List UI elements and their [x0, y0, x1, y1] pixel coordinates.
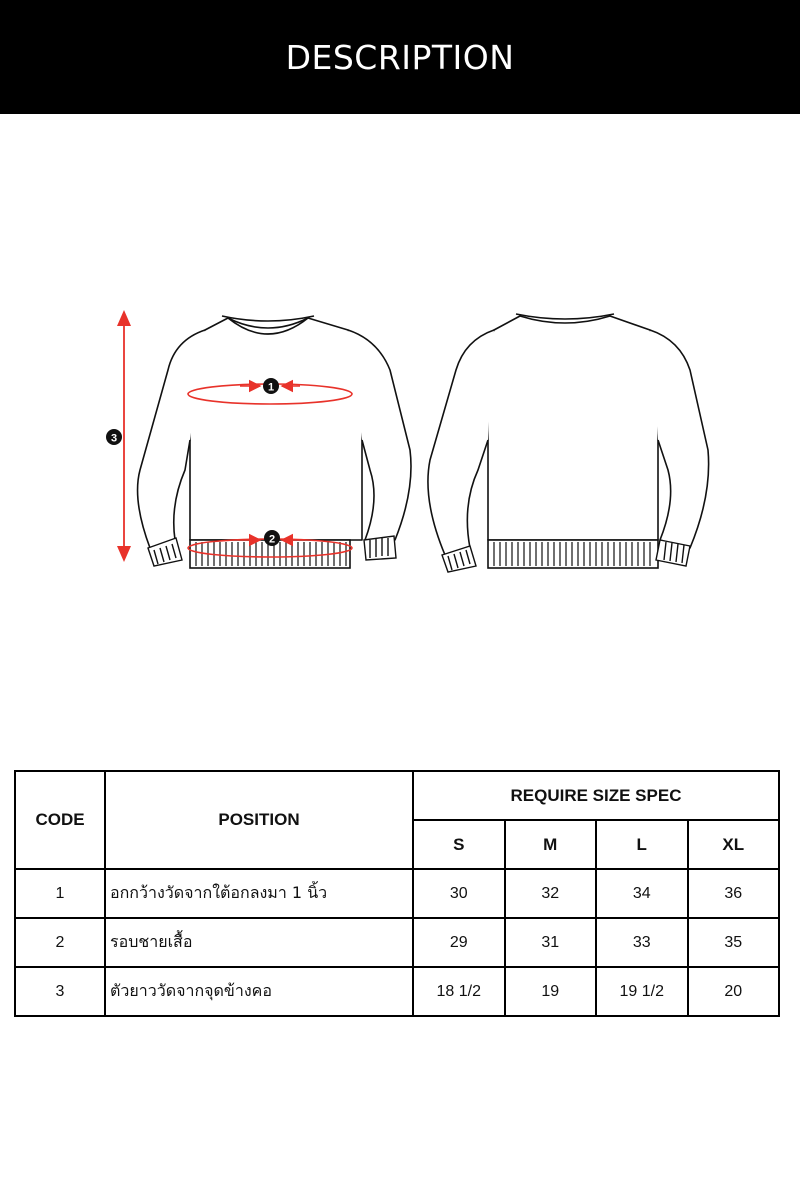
row-value-s: 18 1/2 — [413, 967, 505, 1016]
row-code: 3 — [15, 967, 105, 1016]
table-row — [15, 918, 779, 967]
row-value-xl: 35 — [688, 918, 780, 967]
marker-2-badge — [264, 530, 280, 546]
row-code: 1 — [15, 869, 105, 918]
row-value-l: 19 1/2 — [596, 967, 688, 1016]
row-value-m: 31 — [505, 918, 597, 967]
size-header-l: L — [596, 820, 688, 869]
size-header-s: S — [413, 820, 505, 869]
front-sweater-outline — [138, 316, 411, 548]
row-position: ตัวยาววัดจากจุดข้างคอ — [105, 967, 413, 1016]
row-position: รอบชายเสื้อ — [105, 918, 413, 967]
size-spec-table — [14, 770, 780, 1017]
row-value-l: 34 — [596, 869, 688, 918]
sweater-diagram — [0, 290, 800, 590]
marker-1-label: 1 — [267, 381, 275, 394]
row-value-s: 30 — [413, 869, 505, 918]
row-value-xl: 20 — [688, 967, 780, 1016]
row-value-l: 33 — [596, 918, 688, 967]
marker-1-badge — [263, 378, 279, 394]
marker-2-label: 2 — [268, 533, 276, 546]
row-code: 2 — [15, 918, 105, 967]
marker-3-badge — [106, 429, 122, 445]
row-value-m: 19 — [505, 967, 597, 1016]
row-value-s: 29 — [413, 918, 505, 967]
position-header: POSITION — [105, 771, 413, 869]
back-sweater-outline — [428, 314, 709, 555]
table-row — [15, 869, 779, 918]
code-header: CODE — [15, 771, 105, 869]
marker-3-label: 3 — [110, 432, 118, 445]
size-header-xl: XL — [688, 820, 780, 869]
table-row — [15, 967, 779, 1016]
row-value-xl: 36 — [688, 869, 780, 918]
back-hem-ribbing — [488, 540, 658, 568]
page-title: DESCRIPTION — [285, 37, 515, 77]
size-header-m: M — [505, 820, 597, 869]
size-spec-header: REQUIRE SIZE SPEC — [413, 771, 779, 820]
header-bar — [0, 0, 800, 114]
row-value-m: 32 — [505, 869, 597, 918]
row-position: อกกว้างวัดจากใต้อกลงมา 1 นิ้ว — [105, 869, 413, 918]
